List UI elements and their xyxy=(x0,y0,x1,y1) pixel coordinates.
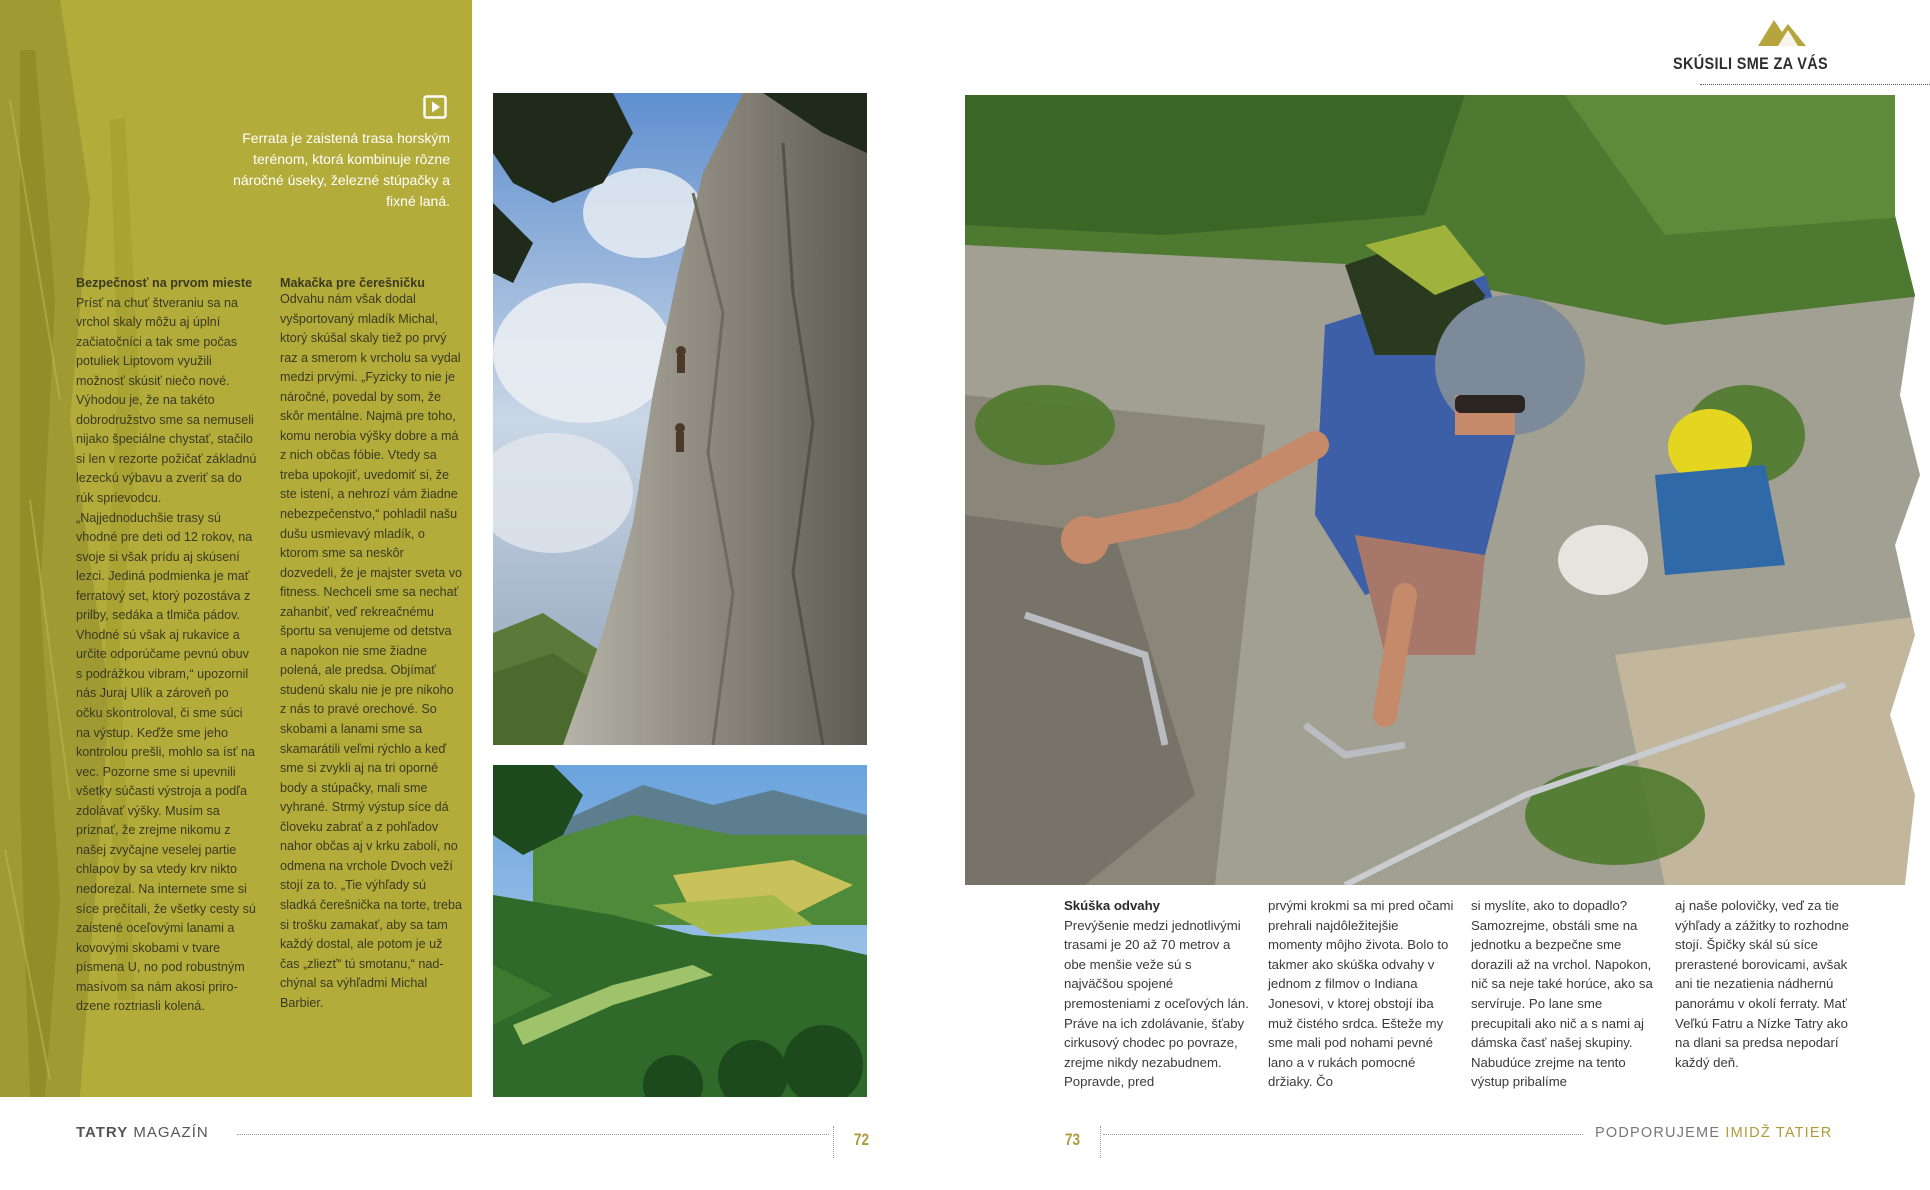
page-number-divider xyxy=(1100,1126,1101,1158)
slogan-plain: PODPORUJEME xyxy=(1595,1125,1726,1141)
footer-divider xyxy=(1103,1134,1583,1135)
body-text: Prevýšenie medzi jednotlivými trasami je 20 až 70 metrov a obe menšie veže sú s najväčšou spojené premosteniami z oceľových lán. Práve na ich zdolávanie, šťaby cirkusový chodec po povraze, zrejme nikdy nezabudnem. Popravde, pred xyxy=(1064,917,1249,1090)
article-column-4: prvými krokmi sa mi pred očami prehrali najdôležitejšie momenty môjho života. Bolo to takmer ako skúška odvahy v jednom z filmov o Indiana Jonesovi, v ktorej obstojí iba muž čistého srdca. Ešteže my sme mali pod nohami pevné lano a v rukách pomocné držiaky. Čo xyxy=(1268,898,1454,1090)
article-column-5: si myslíte, ako to dopadlo? Samozrejme, obstáli sme na jednotku a bezpečne sme dorazili až na vrchol. Napokon, nič sa neje také horúce, ako sa servíruje. Po lane sme precupitali ako nič a s nami aj dámska časť našej skupiny. Nabudúce zrejme na tento výstup pribalíme xyxy=(1471,898,1653,1090)
page-number-divider xyxy=(833,1126,834,1158)
brand-bold: TATRY xyxy=(76,1124,129,1141)
photo-rock-face-climbers xyxy=(493,93,867,745)
article-column-6: aj naše polovičky, veď za tie výhľady a zážitky to rozhodne stojí. Špičky skál sú síce prerastené borovicami, avšak ani tie nezatienia nádhernú panorámu v okolí ferraty. Mať Veľkú Fatru a Nízke Tatry ako na dlani sa predsa nepodarí každý deň. xyxy=(1675,898,1849,1070)
intro-text: Ferrata je zaistená trasa horským terénom, ktorá kombinuje rôzne náročné úseky, železné stúpačky a fixné laná. xyxy=(233,130,450,209)
article-column-1 xyxy=(76,274,258,1017)
page-number-left: 72 xyxy=(853,1130,870,1149)
section-title: SKÚSILI SME ZA VÁS xyxy=(1673,54,1828,73)
mountain-icon xyxy=(1758,16,1806,46)
brand-rest: MAGAZÍN xyxy=(128,1124,209,1141)
subheading: Skúška odvahy xyxy=(1064,898,1161,913)
play-icon[interactable] xyxy=(423,95,447,119)
body-text: Prísť na chuť štveraniu sa na vrchol skaly môžu aj úplní začiatočníci a tak sme počas potuliek Liptovom využili možnosť skúsiť niečo nové. Výhodou je, že na takéto dobrodružstvo sme sa nemuseli nijako špeciálne chystať, stačilo si len v rezorte požičať základnú lezeckú výbavu a zveriť sa do rúk sprievodcu. „Najjednoduchšie trasy sú vhodné pre deti od 12 rokov, na svoje si však prídu aj skúsení lezci. Jediná podmienka je mať ferratový set, ktorý pozostáva z prilby, sedáka a tlmiča pádov. Vhodné sú však aj rukavice a určite odporúčame pevnú obuv s podrážkou vibram,“ upozornil nás Juraj Ulík a zároveň po očku skontroloval, či sme súci na výstup. Keďže sme jeho kontrolou prešli, mohlo sa ísť na vec. Pozorne sme si upevnili všetky súčasti výstroja a podľa zdolávať výšky. Musím sa priznať, že zrejme nikomu z našej zvyčajne veselej partie chlapov by sa vtedy krv nikto nedorezal. Na internete sme si síce prečítali, že všetky cesty sú zaistené oceľovými lanami a kovovými skobami v tvare písmena U, no pod robustným masívom sa nám akosi prirodzene roztriasli kolená. xyxy=(76,295,257,1014)
subheading: Bezpečnosť na prvom mieste xyxy=(76,276,253,290)
photo-ferrata-climber xyxy=(965,95,1930,885)
subheading: Makačka pre čerešničku xyxy=(280,276,425,290)
article-column-2: Odvahu nám však dodal vyšportovaný mladík Michal, ktorý skúšal skaly tiež po prvý raz a smerom k vrcholu sa vydal medzi prvými. „Fyzicky to nie je náročné, povedal by som, že skôr mentálne. Najmä pre toho, komu nerobia výšky dobre a má z nich občas fóbie. Vtedy sa treba upokojiť, uvedomiť si, že ste istení, a nehrozí vám žiadne nebezpečenstvo,“ pohladil našu dušu usmievavý mladík, o ktorom sme sa neskôr dozvedeli, že je majster sveta vo fitness. Nechceli sme sa nechať zahanbiť, veď rekreačnému športu sa venujeme od detstva a napokon nie sme žiadne polená, ale predsa. Objímať studenú skalu nie je pre nikoho z nás to pravé orechové. So skobami a lanami sme sa skamarátili veľmi rýchlo a keď sme si zvykli aj na tri oporné body a stúpačky, mali sme vyhrané. Strmý výstup síce dá človeku zabrať a z pohľadov nahor občas aj v krku zabolí, no odmena na vrchole Dvoch veží stojí za to. „Tie výhľady sú sladká čerešnička na torte, treba si trošku zamakať, aby sa tam každý dostal, ale potom je už čas „zliezť“ tú smotanu,“ nadchýnal sa výhľadmi Michal Barbier. xyxy=(280,292,463,1010)
photo-green-valley xyxy=(493,765,867,1097)
section-divider xyxy=(1700,84,1930,85)
sidebar-panel xyxy=(0,0,472,1097)
article-column-3 xyxy=(1064,896,1250,1092)
slogan-accent: IMIDŽ TATIER xyxy=(1725,1125,1833,1141)
footer-slogan xyxy=(1595,1125,1832,1141)
footer-divider xyxy=(237,1134,829,1135)
page-number-right: 73 xyxy=(1064,1130,1081,1149)
footer-brand xyxy=(76,1124,209,1141)
